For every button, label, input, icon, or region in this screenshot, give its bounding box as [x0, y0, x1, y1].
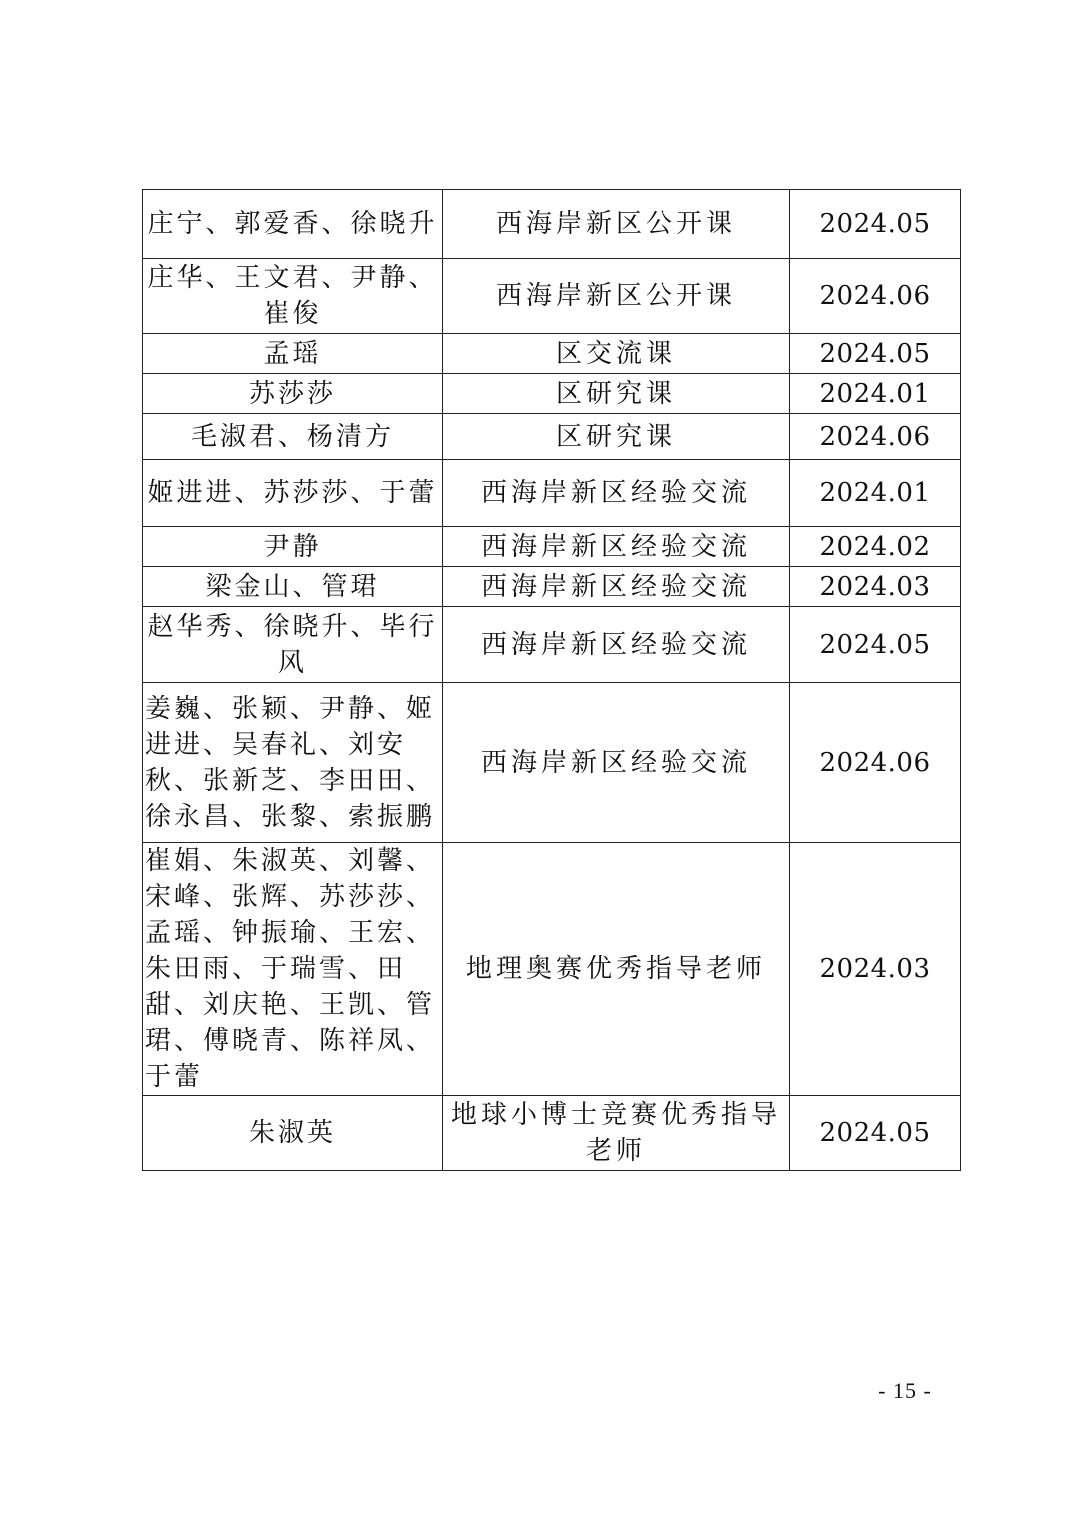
- activity-cell: 西海岸新区公开课: [443, 259, 790, 334]
- table-row: [143, 190, 961, 259]
- activity-cell: 地球小博士竞赛优秀指导老师: [443, 1096, 790, 1171]
- names-cell: 崔娟、朱淑英、刘馨、宋峰、张辉、苏莎莎、孟瑶、钟振瑜、王宏、朱田雨、于瑞雪、田甜、刘庆艳、王凯、管珺、傅晓青、陈祥凤、于蕾: [143, 843, 443, 1096]
- table-row: [143, 527, 961, 567]
- date-cell: 2024.01: [790, 460, 961, 527]
- table-row: [143, 683, 961, 843]
- records-table: [142, 189, 961, 1171]
- activity-cell: 区研究课: [443, 414, 790, 460]
- activity-cell: 西海岸新区公开课: [443, 190, 790, 259]
- table-row: [143, 1096, 961, 1171]
- activity-cell: 区交流课: [443, 334, 790, 374]
- date-cell: 2024.05: [790, 190, 961, 259]
- names-cell: 尹静: [143, 527, 443, 567]
- date-cell: 2024.06: [790, 259, 961, 334]
- names-cell: 姜巍、张颖、尹静、姬进进、吴春礼、刘安秋、张新芝、李田田、徐永昌、张黎、索振鹏: [143, 683, 443, 843]
- names-cell: 庄宁、郭爱香、徐晓升: [143, 190, 443, 259]
- names-cell: 毛淑君、杨清方: [143, 414, 443, 460]
- names-cell: 姬进进、苏莎莎、于蕾: [143, 460, 443, 527]
- names-cell: 苏莎莎: [143, 374, 443, 414]
- activity-cell: 西海岸新区经验交流: [443, 527, 790, 567]
- table-row: [143, 259, 961, 334]
- date-cell: 2024.03: [790, 567, 961, 607]
- table-row: [143, 567, 961, 607]
- date-cell: 2024.05: [790, 607, 961, 683]
- date-cell: 2024.06: [790, 683, 961, 843]
- table-row: [143, 374, 961, 414]
- activity-cell: 西海岸新区经验交流: [443, 683, 790, 843]
- names-cell: 梁金山、管珺: [143, 567, 443, 607]
- activity-cell: 地理奥赛优秀指导老师: [443, 843, 790, 1096]
- table-row: [143, 843, 961, 1096]
- activity-cell: 西海岸新区经验交流: [443, 567, 790, 607]
- date-cell: 2024.02: [790, 527, 961, 567]
- names-cell: 赵华秀、徐晓升、毕行风: [143, 607, 443, 683]
- date-cell: 2024.03: [790, 843, 961, 1096]
- table-row: [143, 414, 961, 460]
- activity-cell: 西海岸新区经验交流: [443, 460, 790, 527]
- date-cell: 2024.05: [790, 334, 961, 374]
- page-number: - 15 -: [878, 1378, 932, 1403]
- date-cell: 2024.01: [790, 374, 961, 414]
- names-cell: 朱淑英: [143, 1096, 443, 1171]
- table-row: [143, 460, 961, 527]
- table-row: [143, 607, 961, 683]
- date-cell: 2024.05: [790, 1096, 961, 1171]
- activity-cell: 西海岸新区经验交流: [443, 607, 790, 683]
- table-row: [143, 334, 961, 374]
- names-cell: 孟瑶: [143, 334, 443, 374]
- names-cell: 庄华、王文君、尹静、崔俊: [143, 259, 443, 334]
- activity-cell: 区研究课: [443, 374, 790, 414]
- date-cell: 2024.06: [790, 414, 961, 460]
